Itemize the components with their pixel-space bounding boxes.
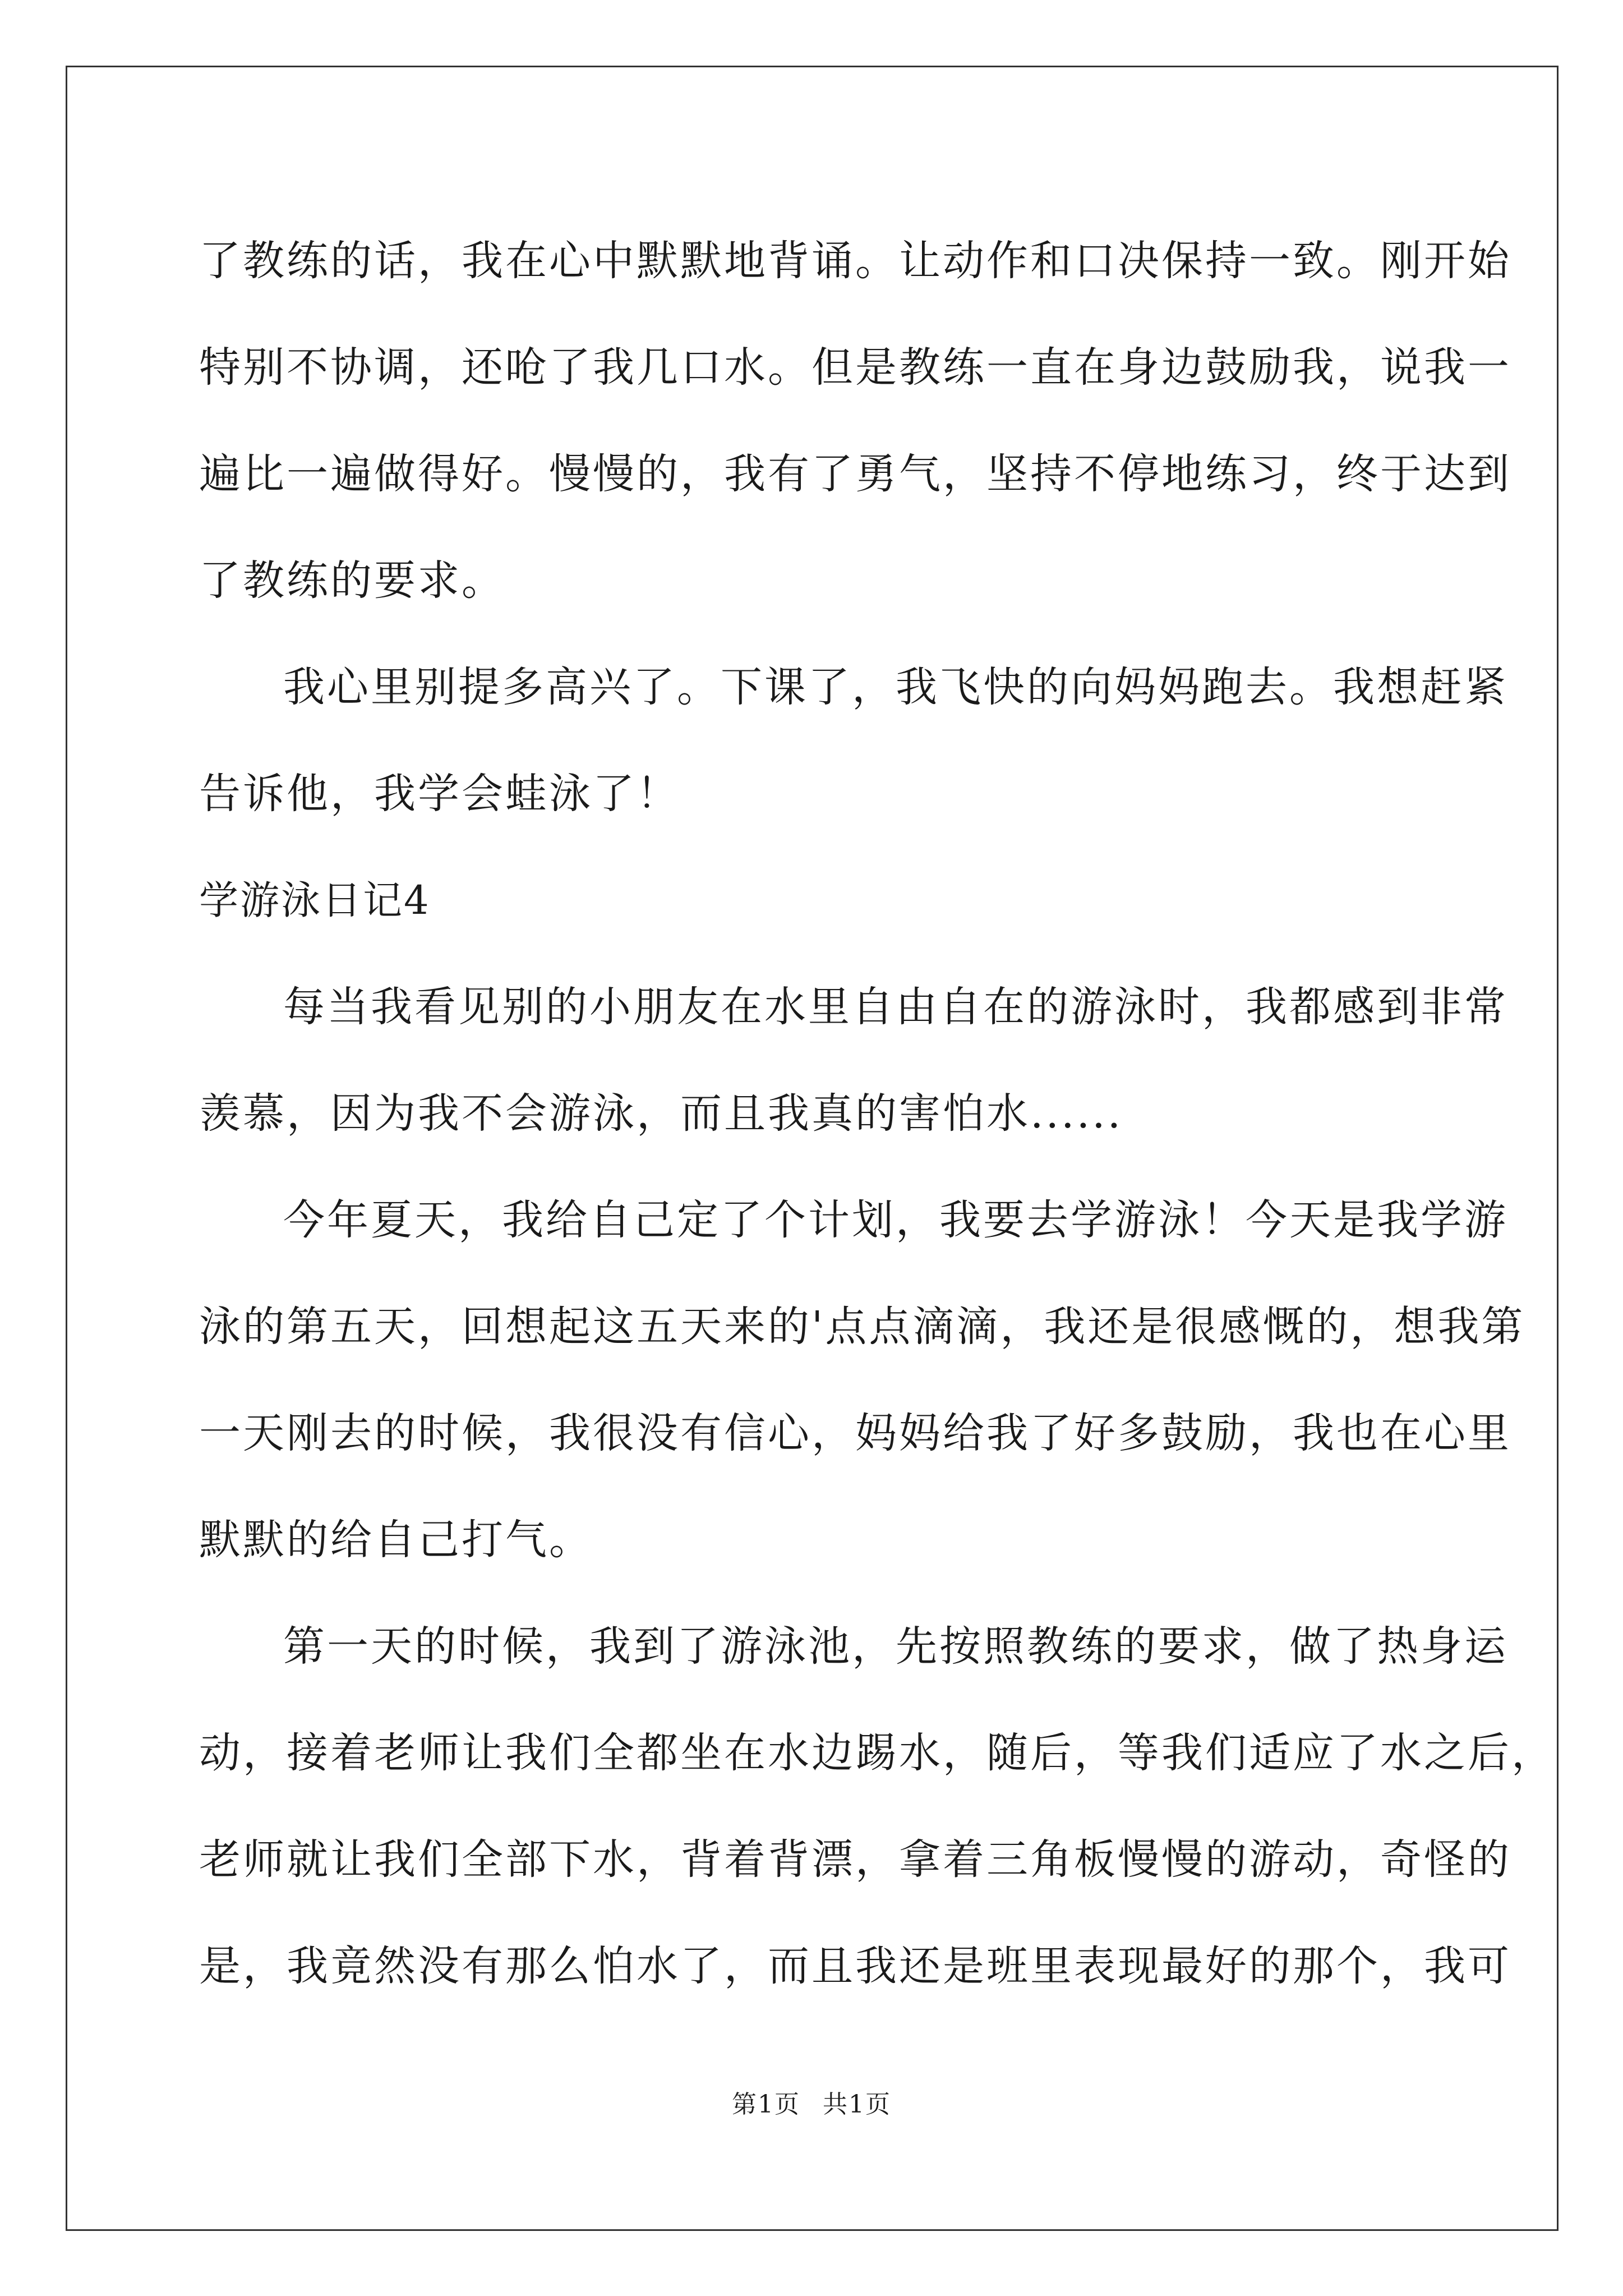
text-line: 泳的第五天，回想起这五天来的'点点滴滴，我还是很感慨的，想我第 (199, 1303, 1525, 1351)
page-number: 第1页 (732, 2090, 800, 2119)
paragraph-start-line: 每当我看见别的小朋友在水里自由自在的游泳时，我都感到非常 (283, 983, 1508, 1031)
paragraph-start-line: 第一天的时候，我到了游泳池，先按照教练的要求，做了热身运 (283, 1622, 1508, 1671)
paragraph-start-line: 今年夏天，我给自己定了个计划，我要去学游泳！今天是我学游 (283, 1196, 1508, 1244)
page-footer (0, 2088, 1623, 2122)
section-heading: 学游泳日记4 (199, 877, 431, 923)
text-line: 羡慕，因为我不会游泳，而且我真的害怕水...... (199, 1089, 1123, 1138)
text-line: 特别不协调，还呛了我几口水。但是教练一直在身边鼓励我，说我一 (199, 343, 1511, 392)
text-line: 是，我竟然没有那么怕水了，而且我还是班里表现最好的那个，我可 (199, 1942, 1511, 1990)
paragraph-start-line: 我心里别提多高兴了。下课了，我飞快的向妈妈跑去。我想赶紧 (283, 663, 1508, 711)
page-total: 共1页 (823, 2090, 891, 2119)
document-body (199, 208, 1555, 2019)
text-line: 告诉他，我学会蛙泳了！ (199, 770, 680, 818)
text-line: 默默的给自己打气。 (199, 1516, 593, 1564)
text-line: 了教练的要求。 (199, 556, 505, 605)
text-line: 遍比一遍做得好。慢慢的，我有了勇气，坚持不停地练习，终于达到 (199, 450, 1511, 498)
text-line: 老师就让我们全部下水，背着背漂，拿着三角板慢慢的游动，奇怪的 (199, 1835, 1511, 1884)
text-line: 了教练的话，我在心中默默地背诵。让动作和口决保持一致。刚开始 (199, 237, 1511, 285)
text-line: 动，接着老师让我们全都坐在水边踢水，随后，等我们适应了水之后， (199, 1729, 1555, 1777)
text-line: 一天刚去的时候，我很没有信心，妈妈给我了好多鼓励，我也在心里 (199, 1409, 1511, 1457)
